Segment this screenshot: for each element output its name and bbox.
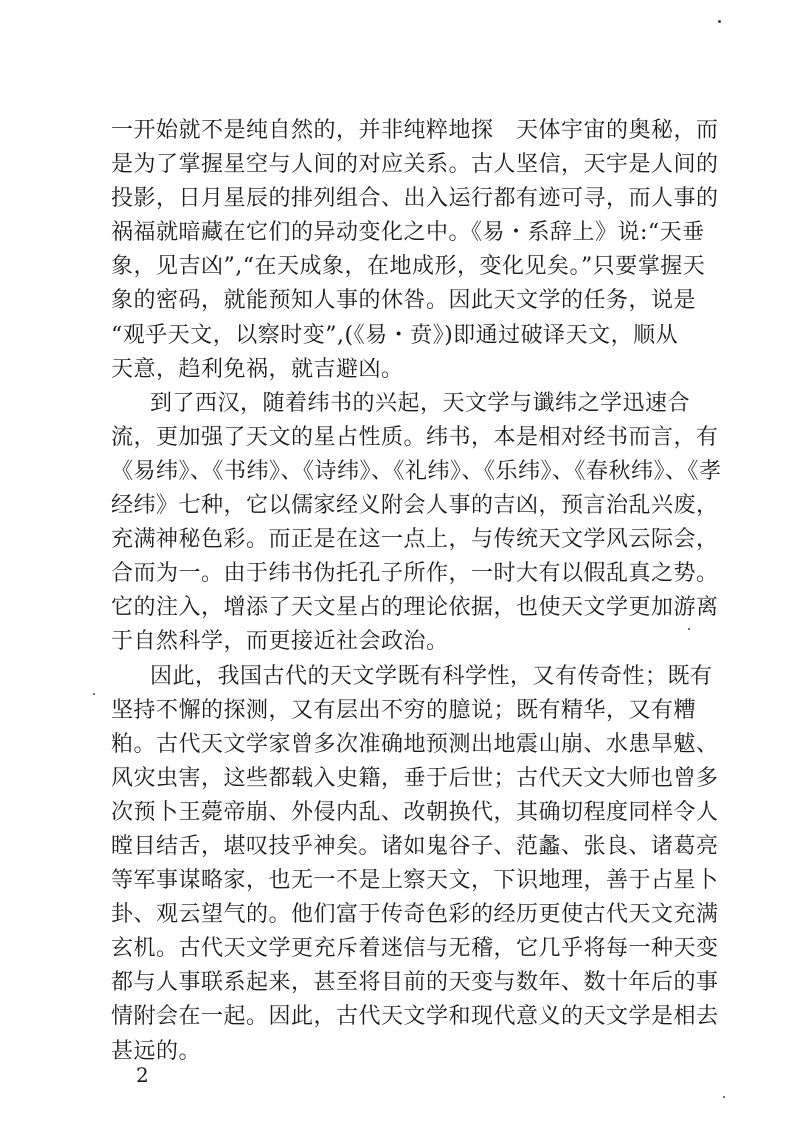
text-line: “观乎天文，以察时变”,(《易・贲》)即通过破译天文，顺从 xyxy=(111,322,679,348)
body-text xyxy=(111,114,729,1069)
text-line: 流，更加强了天文的星占性质。纬书，本是相对经书而言，有 xyxy=(111,424,719,450)
text-line: 坚持不懈的探测，又有层出不穷的臆说；既有精华，又有糟 xyxy=(111,697,697,723)
text-line: 风灾虫害，这些都载入史籍，垂于后世；古代天文大师也曾多 xyxy=(111,765,719,791)
text-line: 次预卜王薨帝崩、外侵内乱、改朝换代，其确切程度同样令人 xyxy=(111,799,719,825)
paragraph-2 xyxy=(111,387,729,660)
paragraph-1 xyxy=(111,114,729,387)
text-line: 到了西汉，随着纬书的兴起，天文学与谶纬之学迅速合 xyxy=(150,390,691,416)
text-line: 合而为一。由于纬书伪托孔子所作，一时大有以假乱真之势。 xyxy=(111,561,719,587)
paragraph-3 xyxy=(111,660,729,1069)
scan-speck xyxy=(93,693,95,695)
text-line: 是为了掌握星空与人间的对应关系。古人坚信，天宇是人间的 xyxy=(111,152,719,178)
text-line: 经纬》七种，它以儒家经义附会人事的吉凶，预言治乱兴废， xyxy=(111,493,719,519)
text-line: 一开始就不是纯自然的，并非纯粹地探 天体宇宙的奥秘，而 xyxy=(111,118,719,143)
text-line: 甚远的。 xyxy=(111,1038,202,1064)
page-number: 2 xyxy=(136,1063,149,1087)
text-line: 祸福就暗藏在它们的异动变化之中。《易・系辞上》说:“天垂 xyxy=(111,220,705,246)
scan-speck xyxy=(718,20,721,23)
text-line: 象，见吉凶”,“在天成象，在地成形，变化见矣。”只要掌握天 xyxy=(111,254,706,280)
scan-speck xyxy=(723,1096,725,1098)
text-line: 玄机。古代天文学更充斥着迷信与无稽，它几乎将每一种天变 xyxy=(111,936,719,962)
text-line: 等军事谋略家，也无一不是上察天文，下识地理，善于占星卜 xyxy=(111,868,719,894)
text-line: 卦、观云望气的。他们富于传奇色彩的经历更使古代天文充满 xyxy=(111,902,719,928)
text-line: 《易纬》、《书纬》、《诗纬》、《礼纬》、《乐纬》、《春秋纬》、《孝 xyxy=(111,458,722,484)
text-line: 它的注入，增添了天文星占的理论依据，也使天文学更加游离 xyxy=(111,595,719,621)
text-line: 于自然科学，而更接近社会政治。 xyxy=(111,629,449,655)
text-line: 情附会在一起。因此，古代天文学和现代意义的天文学是相去 xyxy=(111,1004,719,1030)
text-line: 充满神秘色彩。而正是在这一点上，与传统天文学风云际会， xyxy=(111,527,719,553)
text-line: 瞠目结舌，堪叹技乎神矣。诸如鬼谷子、范蠡、张良、诸葛亮 xyxy=(111,833,719,859)
text-line: 象的密码，就能预知人事的休咎。因此天文学的任务，说是 xyxy=(111,288,697,314)
text-line: 都与人事联系起来，甚至将目前的天变与数年、数十年后的事 xyxy=(111,970,719,996)
text-line: 因此，我国古代的天文学既有科学性，又有传奇性；既有 xyxy=(150,663,713,689)
text-line: 天意，趋利免祸，就吉避凶。 xyxy=(111,356,404,382)
text-line: 投影，日月星辰的排列组合、出入运行都有迹可寻，而人事的 xyxy=(111,186,719,212)
text-line: 粕。古代天文学家曾多次准确地预测出地震山崩、水患旱魃、 xyxy=(111,731,719,757)
